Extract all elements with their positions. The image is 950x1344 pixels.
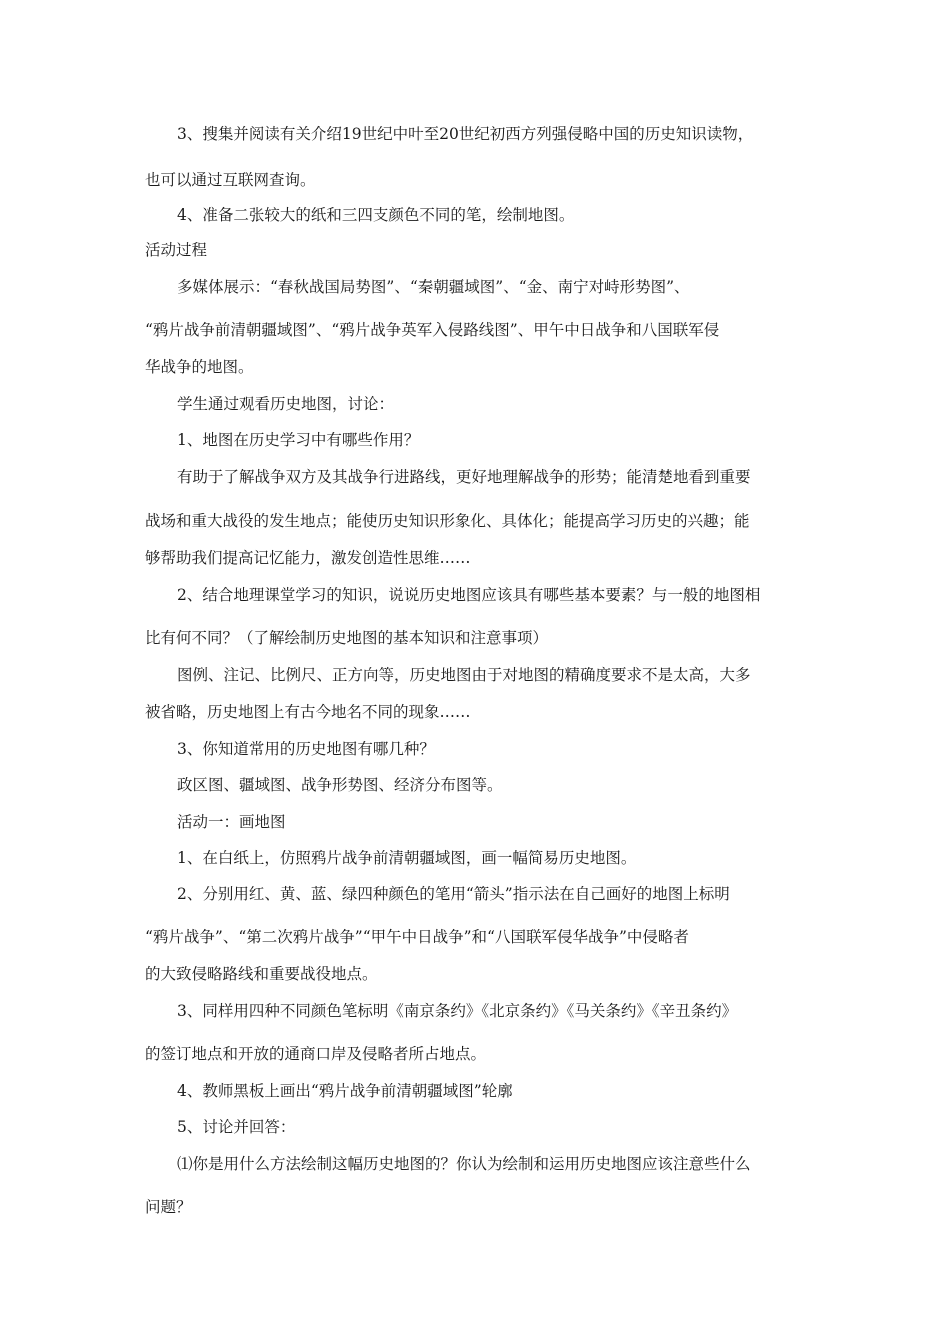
section-heading: 活动过程 xyxy=(145,241,208,259)
question-line: ⑴你是用什么方法绘制这幅历史地图的？你认为绘制和运用历史地图应该注意些什么 xyxy=(177,1155,751,1173)
text-line: 3、同样用四种不同颜色笔标明《南京条约》《北京条约》《马关条约》《辛丑条约》 xyxy=(177,1002,738,1020)
text-line: 多媒体展示：“春秋战国局势图”、“秦朝疆域图”、“金、南宁对峙形势图”、 xyxy=(177,278,690,296)
text-line: 华战争的地图。 xyxy=(145,358,254,376)
text-line: 的大致侵略路线和重要战役地点。 xyxy=(145,965,378,983)
text-line: 3、搜集并阅读有关介绍19世纪中叶至20世纪初西方列强侵略中国的历史知识读物， xyxy=(177,125,754,143)
text-line: 5、讨论并回答： xyxy=(177,1118,296,1136)
text-line: 4、教师黑板上画出“鸦片战争前清朝疆域图”轮廓 xyxy=(177,1082,513,1100)
text-line: 2、分别用红、黄、蓝、绿四种颜色的笔用“箭头”指示法在自己画好的地图上标明 xyxy=(177,885,730,903)
section-heading: 活动一：画地图 xyxy=(177,813,286,831)
text-line: 也可以通过互联网查询。 xyxy=(145,171,316,189)
text-line: 4、准备二张较大的纸和三四支颜色不同的笔，绘制地图。 xyxy=(177,206,575,224)
text-line: 被省略，历史地图上有古今地名不同的现象…… xyxy=(145,703,471,721)
text-line: 战场和重大战役的发生地点；能使历史知识形象化、具体化；能提高学习历史的兴趣；能 xyxy=(145,512,750,530)
text-line: 1、在白纸上，仿照鸦片战争前清朝疆域图，画一幅简易历史地图。 xyxy=(177,849,637,867)
question-line: 1、地图在历史学习中有哪些作用？ xyxy=(177,431,420,449)
text-line: “鸦片战争前清朝疆域图”、“鸦片战争英军入侵路线图”、甲午中日战争和八国联军侵 xyxy=(145,321,720,339)
text-line: 问题？ xyxy=(145,1198,192,1216)
text-line: 有助于了解战争双方及其战争行进路线，更好地理解战争的形势；能清楚地看到重要 xyxy=(177,468,751,486)
text-line: 够帮助我们提高记忆能力，激发创造性思维…… xyxy=(145,549,471,567)
text-line: 学生通过观看历史地图，讨论： xyxy=(177,395,395,413)
text-line: 的签订地点和开放的通商口岸及侵略者所占地点。 xyxy=(145,1045,487,1063)
question-line: 2、结合地理课堂学习的知识，说说历史地图应该具有哪些基本要素？与一般的地图相 xyxy=(177,586,761,604)
text-line: 政区图、疆域图、战争形势图、经济分布图等。 xyxy=(177,776,503,794)
text-line: “鸦片战争”、“第二次鸦片战争”“甲午中日战争”和“八国联军侵华战争”中侵略者 xyxy=(145,928,689,946)
question-line: 3、你知道常用的历史地图有哪几种？ xyxy=(177,740,435,758)
text-line: 图例、注记、比例尺、正方向等，历史地图由于对地图的精确度要求不是太高，大多 xyxy=(177,666,751,684)
text-line: 比有何不同？（了解绘制历史地图的基本知识和注意事项） xyxy=(145,629,549,647)
